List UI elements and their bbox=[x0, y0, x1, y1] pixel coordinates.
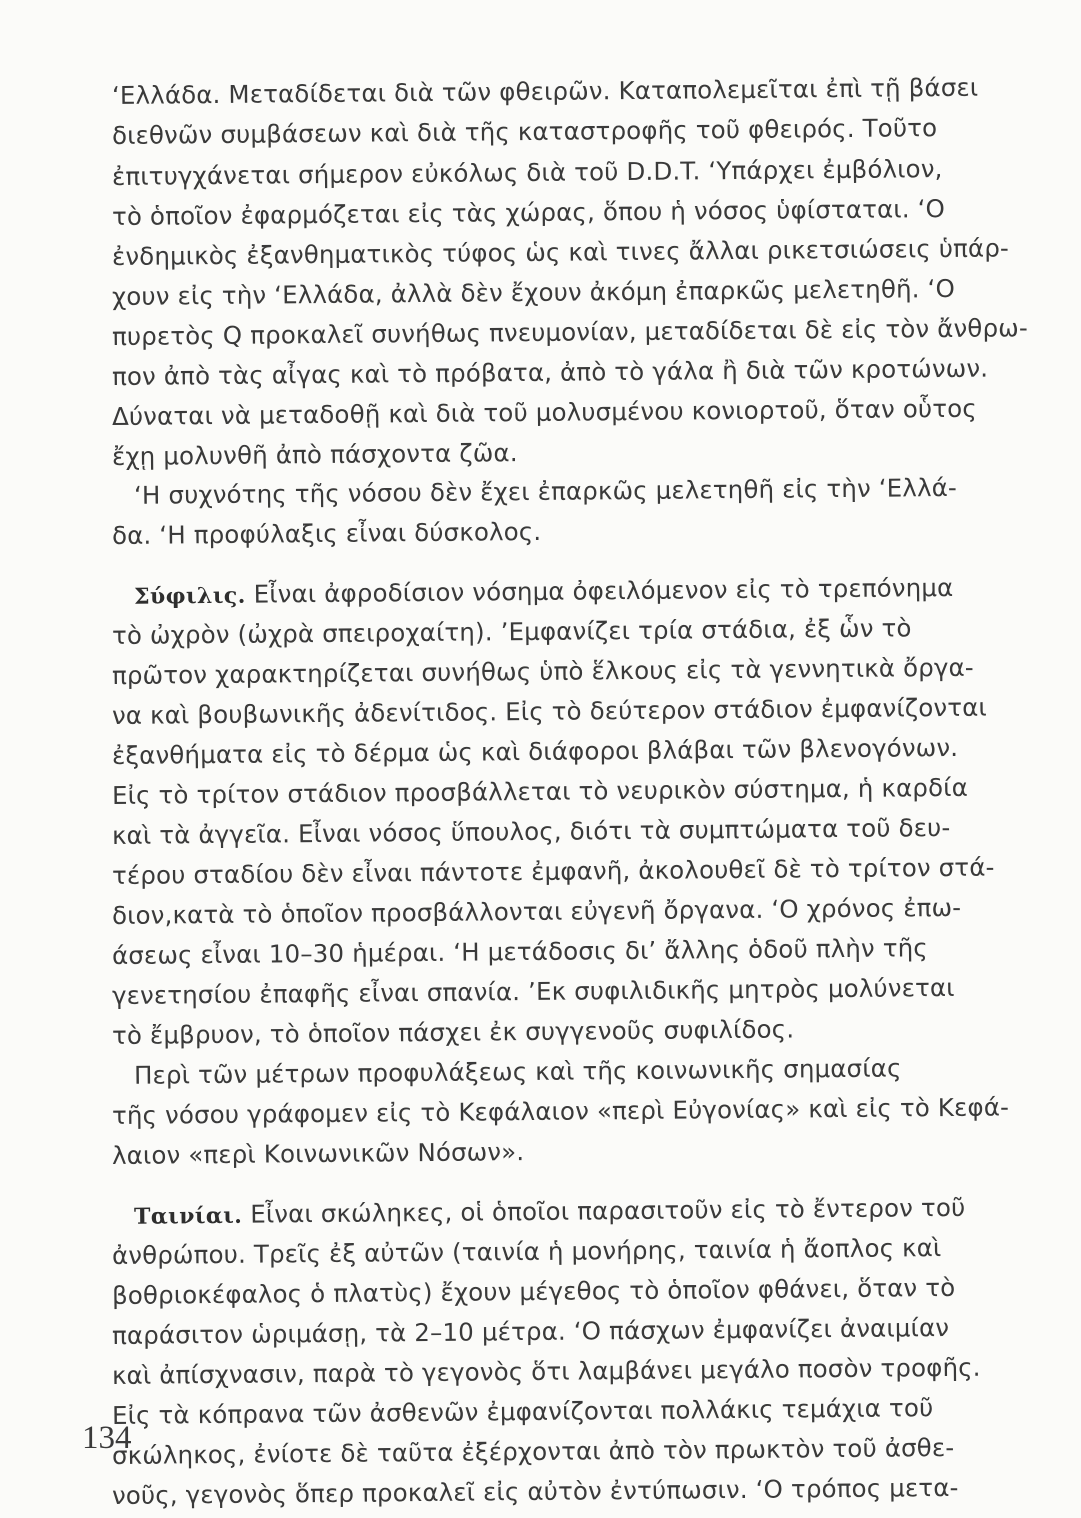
line-text: λαιον «περὶ Κοινωνικῶν Νόσων». bbox=[111, 1137, 525, 1170]
line-text: τῆς νόσου γράφομεν εἰς τὸ Κεφάλαιον «περὶ Εὐγονίας» καὶ εἰς τὸ Κεφά- bbox=[111, 1092, 1010, 1130]
line-text: τὸ ὁποῖον ἐφαρμόζεται εἰς τὰς χώρας, ὅπου ἡ νόσος ὑφίσταται. ‘Ο bbox=[111, 194, 946, 231]
line-text: βοθριοκέφαλος ὁ πλατὺς) ἔχουν μέγεθος τὸ ὁποῖον φθάνει, ὅταν τὸ bbox=[111, 1272, 956, 1310]
text-line bbox=[111, 1466, 959, 1518]
line-text: Εἶναι ἀφροδίσιον νόσημα ὀφειλόμενον εἰς τὸ τρεπόνημα bbox=[253, 572, 954, 609]
text-line bbox=[112, 506, 952, 558]
line-text: πον ἀπὸ τὰς αἶγας καὶ τὸ πρόβατα, ἀπὸ τὸ γάλα ἢ διὰ τῶν κροτώνων. bbox=[111, 353, 989, 391]
line-text: διεθνῶν συμβάσεων καὶ διὰ τῆς καταστροφῆς τοῦ φθειρός. Τοῦτο bbox=[111, 113, 938, 150]
line-text: νοῦς, γεγονὸς ὅπερ προκαλεῖ εἰς αὐτὸν ἐντύπωσιν. ‘Ο τρόπος μετα- bbox=[111, 1472, 959, 1510]
line-text: τέρου σταδίου δὲν εἶναι πάντοτε ἐμφανῆ, ἀκολουθεῖ δὲ τὸ τρίτον στά- bbox=[111, 852, 995, 890]
line-text: ἐνδημικὸς ἐξανθηματικὸς τύφος ὡς καὶ τινες ἄλλαι ρικετσιώσεις ὑπάρ- bbox=[111, 233, 1010, 271]
line-text: ἐπιτυγχάνεται σήμερον εὐκόλως διὰ τοῦ D.D.T. ‘Υπάρχει ἐμβόλιον, bbox=[111, 154, 943, 191]
line-text: ἀνθρώπου. Τρεῖς ἐξ αὐτῶν (ταινία ἡ μονήρης, ταινία ἡ ἄοπλος καὶ bbox=[111, 1233, 942, 1270]
line-text: δα. ‘Η προφύλαξις εἶναι δύσκολος. bbox=[111, 516, 542, 550]
line-text: γενετησίου ἐπαφῆς εἶναι σπανία. ’Εκ συφιλιδικῆς μητρὸς μολύνεται bbox=[111, 972, 955, 1010]
line-text: Εἰς τὸ τρίτον στάδιον προσβάλλεται τὸ νευρικὸν σύστημα, ἡ καρδία bbox=[111, 772, 969, 810]
page-number: 134 bbox=[82, 1420, 132, 1456]
line-text: τὸ ἔμβρυον, τὸ ὁποῖον πάσχει ἐκ συγγενοῦς συφιλίδος. bbox=[111, 1014, 795, 1050]
line-text: διον,κατὰ τὸ ὁποῖον προσβάλλονται εὐγενῆ ὄργανα. ‘Ο χρόνος ἐπω- bbox=[111, 892, 962, 930]
line-text: χουν εἰς τὴν ‘Ελλάδα, ἀλλὰ δὲν ἔχουν ἀκόμη ἐπαρκῶς μελετηθῆ. ‘Ο bbox=[111, 273, 956, 311]
line-text: άσεως εἶναι 10–30 ἡμέραι. ‘Η μετάδοσις δι’ ἄλλης ὁδοῦ πλὴν τῆς bbox=[111, 933, 929, 970]
line-text: καὶ τὰ ἀγγεῖα. Εἶναι νόσος ὕπουλος, διότι τὰ συμπτώματα τοῦ δευ- bbox=[111, 812, 951, 850]
line-text: ἐξανθήματα εἰς τὸ δέρμα ὡς καὶ διάφοροι βλάβαι τῶν βλενογόνων. bbox=[111, 732, 959, 770]
line-text: καὶ ἀπίσχνασιν, παρὰ τὸ γεγονὸς ὅτι λαμβάνει μεγάλο ποσὸν τροφῆς. bbox=[111, 1352, 981, 1390]
text-line bbox=[112, 1126, 952, 1178]
line-text: Εἰς τὰ κόπρανα τῶν ἀσθενῶν ἐμφανίζονται πολλάκις τεμάχια τοῦ bbox=[111, 1393, 934, 1430]
line-text: πυρετὸς Q προκαλεῖ συνήθως πνευμονίαν, μεταδίδεται δὲ εἰς τὸν ἄνθρω- bbox=[111, 313, 1028, 351]
line-text: σκώληκος, ἐνίοτε δὲ ταῦτα ἐξέρχονται ἀπὸ τὸν πρωκτὸν τοῦ ἀσθε- bbox=[111, 1432, 955, 1470]
line-text: Εἶναι σκώληκες, οἱ ὁποῖοι παρασιτοῦν εἰς τὸ ἔντερον τοῦ bbox=[250, 1192, 966, 1229]
line-text: παράσιτον ὡριμάσῃ, τὰ 2–10 μέτρα. ‘Ο πάσχων ἐμφανίζει ἀναιμίαν bbox=[111, 1312, 950, 1350]
section-heading-tapeworms: Ταινίαι. bbox=[133, 1202, 243, 1230]
line-text: ‘Ελλάδα. Μεταδίδεται διὰ τῶν φθειρῶν. Καταπολεμεῖται ἐπὶ τῇ βάσει bbox=[111, 72, 979, 110]
line-text: Περὶ τῶν μέτρων προφυλάξεως καὶ τῆς κοινωνικῆς σημασίας bbox=[133, 1053, 902, 1090]
line-text: πρῶτον χαρακτηρίζεται συνήθως ὑπὸ ἕλκους εἰς τὰ γεννητικὰ ὄργα- bbox=[111, 652, 974, 690]
section-heading-syphilis: Σύφιλις. bbox=[133, 582, 246, 610]
line-text: ‘Η συχνότης τῆς νόσου δὲν ἔχει ἐπαρκῶς μελετηθῆ εἰς τὴν ‘Ελλά- bbox=[133, 472, 958, 510]
line-text: ἔχῃ μολυνθῆ ἀπὸ πάσχοντα ζῶα. bbox=[111, 438, 518, 471]
line-text: Δύναται νὰ μεταδοθῇ καὶ διὰ τοῦ μολυσμένου κονιορτοῦ, ὅταν οὗτος bbox=[111, 393, 978, 431]
line-text: τὸ ὠχρὸν (ὠχρὰ σπειροχαίτη). ’Εμφανίζει τρία στάδια, ἐξ ὧν τὸ bbox=[111, 613, 912, 650]
line-text: να καὶ βουβωνικῆς ἀδενίτιδος. Εἰς τὸ δεύτερον στάδιον ἐμφανίζονται bbox=[111, 692, 988, 730]
